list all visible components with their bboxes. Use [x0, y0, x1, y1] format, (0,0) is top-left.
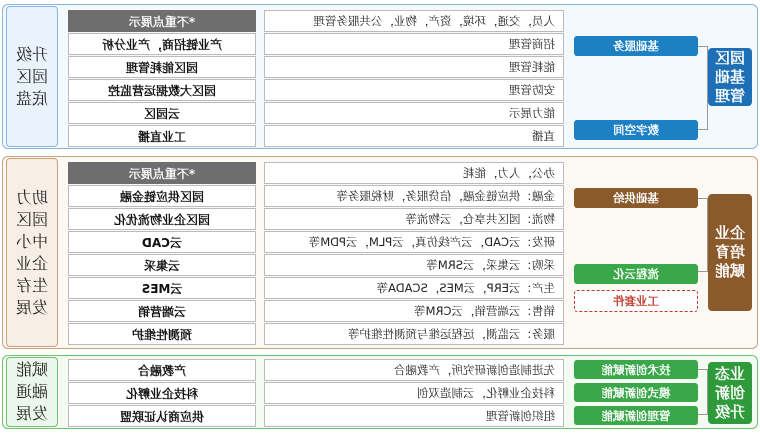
- row-label: 预测性维护: [68, 323, 256, 345]
- row-desc: 能耗管理: [264, 56, 564, 78]
- row-desc: 招商管理: [264, 33, 564, 55]
- row-label: 云端营销: [68, 300, 256, 322]
- group-digital-space: 数字空间: [574, 120, 698, 140]
- side-label-text: 助力园区中小企业生存发展: [16, 187, 49, 317]
- row-label: 云MES: [68, 277, 256, 299]
- row-label: 园区大数据运营监控: [68, 79, 256, 101]
- group-basic-services: 基础服务: [574, 36, 698, 56]
- row-desc: 人员，交通，环境，资产，物业，公共服务管理: [264, 10, 564, 32]
- row-desc: 金融：供应链金融，信贷服务，财税服务等: [264, 185, 564, 207]
- group-process-cloud: 流程云化: [574, 264, 698, 284]
- connector: [698, 369, 708, 415]
- row-label: 科技企业孵化: [68, 382, 256, 404]
- row-desc: 能力展示: [264, 102, 564, 124]
- side-label-text: 赋能融通发展: [16, 360, 49, 423]
- row-desc: 采购：云集采，云SRM等: [264, 254, 564, 276]
- side-label-empower-integration: [6, 357, 58, 427]
- row-label: 园区供应链金融: [68, 185, 256, 207]
- row-desc: 服务：云监测，远程运维与预测性维护等: [264, 323, 564, 345]
- group-tech-innovation: 技术创新赋能: [574, 360, 698, 379]
- row-label: 产教融合: [68, 359, 256, 381]
- row-label: *不重点展示: [68, 10, 256, 32]
- row-label: 产业链招商，产业分析: [68, 33, 256, 55]
- group-basic-supply: 基础供给: [574, 188, 698, 208]
- side-label-upgrade-base: [6, 6, 58, 147]
- row-label: 云园区: [68, 102, 256, 124]
- connector: [698, 46, 708, 130]
- row-label: 云CAD: [68, 231, 256, 253]
- row-desc: 办公，人力，能耗: [264, 162, 564, 184]
- category-park-base-management: 园区基础管理: [708, 48, 752, 106]
- row-desc: 研发：云CAD，云产线仿真，云PLM，云PDM等: [264, 231, 564, 253]
- group-model-innovation: 模式创新赋能: [574, 383, 698, 402]
- row-desc: 直播: [264, 125, 564, 147]
- row-desc: 物流：园区共享仓，云物流等: [264, 208, 564, 230]
- row-desc: 科技企业孵化，云制造双创: [264, 382, 564, 404]
- row-label: *不重点展示: [68, 162, 256, 184]
- connector: [698, 198, 708, 272]
- category-enterprise-empowerment: 企业培育赋能: [708, 194, 752, 311]
- row-label: 供应商认证联盟: [68, 405, 256, 427]
- row-desc: 组织创新管理: [264, 405, 564, 427]
- row-label: 园区能耗管理: [68, 56, 256, 78]
- row-label: 云集采: [68, 254, 256, 276]
- row-desc: 安防管理: [264, 79, 564, 101]
- group-industrial-suite: 工业套件: [574, 290, 698, 312]
- side-label-text: 升级园区底盘: [16, 44, 49, 108]
- row-label: 园区企业物流优化: [68, 208, 256, 230]
- row-desc: 先进制造创新研究所，产教融合: [264, 359, 564, 381]
- group-management-innovation: 管理创新赋能: [574, 406, 698, 425]
- row-desc: 生产：云ERP，云MES，SCADA等: [264, 277, 564, 299]
- row-desc: 销售：云端营销，云CRM等: [264, 300, 564, 322]
- side-label-help-sme: [6, 158, 58, 347]
- row-label: 工业直播: [68, 125, 256, 147]
- category-business-innovation: 业态创新升级: [708, 362, 752, 424]
